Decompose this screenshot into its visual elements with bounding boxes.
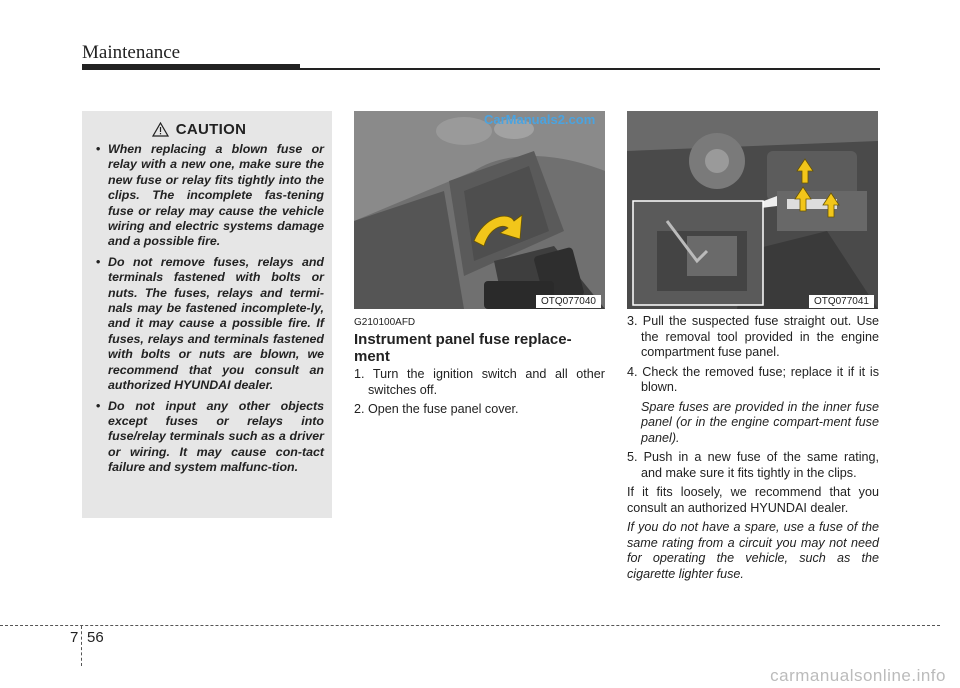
warning-triangle-icon xyxy=(152,122,169,137)
step-3: 3. Pull the suspected fuse straight out. Use the removal tool provided in the engine compartment fuse panel. xyxy=(627,314,879,359)
header-rule-thin xyxy=(300,68,880,70)
section-code: G210100AFD xyxy=(354,317,416,328)
step-5: 5. Push in a new fuse of the same rating, and make sure it fits tightly in the clips. xyxy=(627,450,879,480)
section-heading: Instrument panel fuse replace-ment xyxy=(354,331,572,365)
caution-item-text: When replacing a blown fuse or relay with a new one, make sure the new fuse or relay fits tightly into the clips. The incomplete fas-tening fuse or relay may cause the vehicle wiring and electric systems damage and a possible fire. xyxy=(108,142,324,249)
caution-box xyxy=(82,111,332,518)
photo-code: OTQ077041 xyxy=(809,295,874,308)
steps-list-right xyxy=(627,314,879,582)
caution-item xyxy=(94,399,324,476)
header-rule-thick xyxy=(82,64,300,70)
page-chapter: 7 xyxy=(70,629,79,646)
caution-title: CAUTION xyxy=(175,121,247,138)
watermark: CarManuals2.com xyxy=(484,112,596,127)
note-no-spare: If you do not have a spare, use a fuse of the same rating from a circuit you may not need for operating the vehicle, such as the cigarette lighter fuse. xyxy=(627,520,879,581)
bullet: • xyxy=(96,398,101,413)
caution-item xyxy=(94,142,324,250)
bullet: • xyxy=(96,254,101,269)
caution-header xyxy=(94,121,324,138)
footer-rule xyxy=(0,625,940,626)
step-4: 4. Check the removed fuse; replace it if it is blown. xyxy=(627,364,879,394)
bullet: • xyxy=(96,142,101,156)
photo-engine-fuse-panel xyxy=(627,111,878,309)
photo-code: OTQ077040 xyxy=(536,295,601,308)
header-title: Maintenance xyxy=(82,42,181,63)
step-2: 2. Open the fuse panel cover. xyxy=(354,402,519,416)
step-1: 1. Turn the ignition switch and all other switches off. xyxy=(354,367,605,397)
caution-item-text: Do not input any other objects except fuses or relays into fuse/relay terminals such as a driver or wiring. It may cause con-tact failure and system malfunc-tion. xyxy=(108,398,324,475)
instrument-panel-illustration xyxy=(354,111,605,309)
note-spare-fuses: Spare fuses are provided in the inner fuse panel (or in the engine compart-ment fuse panel). xyxy=(641,399,879,445)
caution-item-text: Do not remove fuses, relays and terminals fastened with bolts or nuts. The fuses, relays and termi-nals may be fastened incomplete-ly, and it may cause a possible fire. If fuses, relays and terminals fastened with bolts or nuts are blown, we recommend that you consult an authorized HYUNDAI dealer. xyxy=(108,254,324,393)
engine-compartment-illustration xyxy=(627,111,878,309)
footer-divider xyxy=(81,626,82,666)
loose-fit-paragraph: If it fits loosely, we recommend that you consult an authorized HYUNDAI dealer. xyxy=(627,485,879,515)
caution-item xyxy=(94,255,324,394)
caution-list xyxy=(94,142,324,476)
photo-instrument-panel xyxy=(354,111,605,309)
steps-list-left xyxy=(354,367,605,422)
site-footer: carmanualsonline.info xyxy=(770,666,946,685)
page-number: 56 xyxy=(87,629,104,646)
